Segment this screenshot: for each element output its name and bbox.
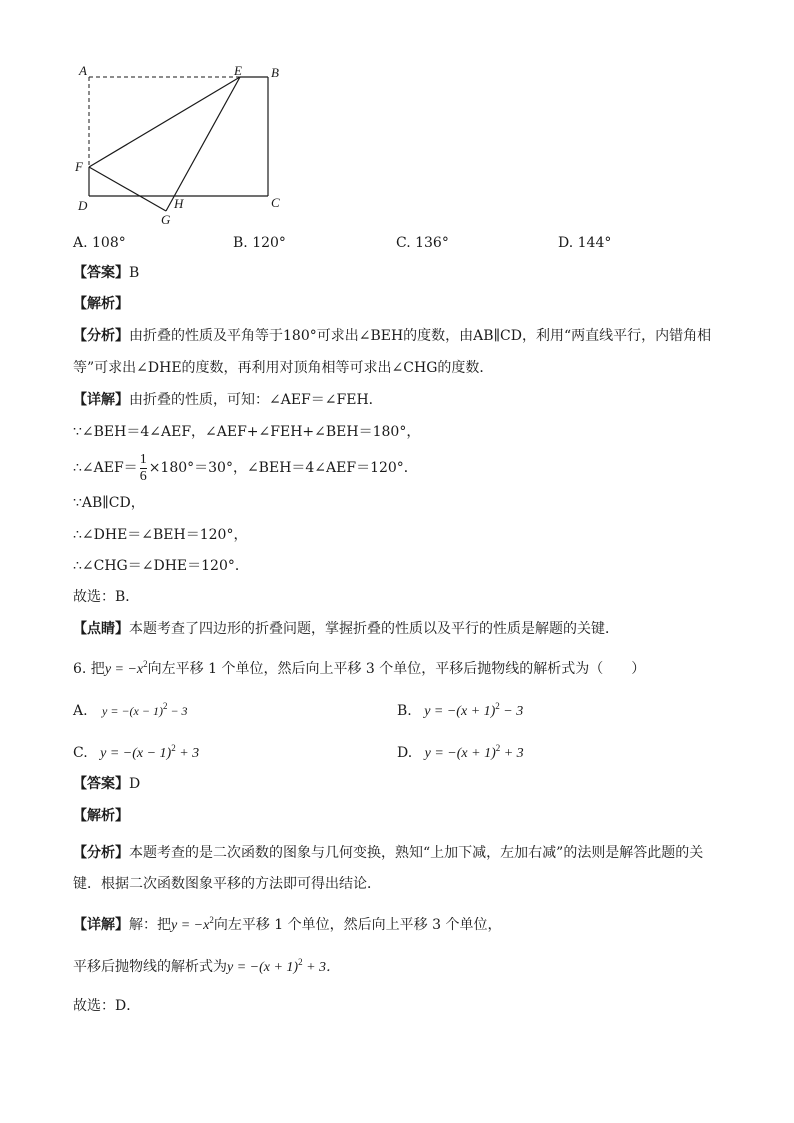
dianjing-text: 本题考查了四边形的折叠问题，掌握折叠的性质以及平行的性质是解题的关键． bbox=[129, 621, 619, 637]
label-C: C bbox=[271, 195, 280, 210]
option-b-tail: − 3 bbox=[499, 704, 524, 719]
xiangjie-text: 由折叠的性质，可知：∠AEF＝∠FEH． bbox=[129, 392, 383, 408]
q6-answer bbox=[73, 774, 140, 794]
q5-analysis-heading bbox=[73, 294, 129, 314]
result-exp: 2 bbox=[298, 957, 303, 967]
option-d-expr bbox=[424, 743, 524, 761]
label-E: E bbox=[234, 63, 242, 78]
option-b-exp: 2 bbox=[495, 701, 500, 711]
option-d-tail: + 3 bbox=[500, 746, 524, 761]
step3-post: ×180°＝30°，∠BEH＝4∠AEF＝120°． bbox=[148, 460, 418, 476]
q5-option-b: B. 120° bbox=[233, 235, 286, 251]
q6-xiangjie bbox=[73, 910, 501, 936]
q5-option-c: C. 136° bbox=[396, 235, 449, 251]
geometry-figure bbox=[70, 60, 300, 232]
segment-EG bbox=[166, 77, 240, 211]
label-H: H bbox=[174, 196, 184, 211]
xiangjie-func-text: y = −x bbox=[171, 918, 210, 933]
option-c-expr bbox=[100, 743, 200, 761]
xiangjie-post: 向左平移 1 个单位，然后向上平移 3 个单位， bbox=[213, 917, 502, 933]
option-b-expr bbox=[424, 701, 524, 719]
q6-fenxi-line2: 键．根据二次函数图象平移的方法即可得出结论． bbox=[73, 876, 381, 892]
q5-step-3 bbox=[73, 450, 418, 486]
segment-FG bbox=[89, 167, 166, 211]
q6-option-d bbox=[397, 738, 524, 764]
answer-tag: 【答案】 bbox=[73, 265, 129, 281]
q5-step-4: ∵AB∥CD， bbox=[73, 495, 145, 511]
step3-pre: ∴∠AEF＝ bbox=[73, 460, 138, 476]
q6-stem-func bbox=[104, 659, 148, 677]
option-d-label: D. bbox=[397, 745, 413, 761]
q5-xiangjie-line1 bbox=[73, 390, 383, 410]
q6-stem bbox=[73, 654, 645, 680]
option-b-label: B. bbox=[397, 703, 412, 719]
option-c-label: C. bbox=[73, 745, 88, 761]
fenxi-text: 本题考查的是二次函数的图象与几何变换，熟知“上加下减，左加右减”的法则是解答此题的关 bbox=[129, 845, 704, 861]
result-expr bbox=[227, 957, 341, 975]
option-d-main: y = −(x + 1) bbox=[424, 746, 496, 761]
q6-func-exp: 2 bbox=[143, 659, 148, 669]
q5-step-5: ∴∠DHE＝∠BEH＝120°， bbox=[73, 527, 248, 543]
q5-option-a: A. 108° bbox=[73, 235, 126, 251]
label-A: A bbox=[79, 63, 87, 78]
xiangjie-pre: 解：把 bbox=[129, 917, 171, 933]
result-tail: + 3． bbox=[302, 960, 341, 975]
xiangjie-tag: 【详解】 bbox=[73, 392, 129, 408]
result-main: y = −(x + 1) bbox=[227, 960, 299, 975]
q5-conclusion: 故选：B． bbox=[73, 589, 140, 605]
fenxi-tag: 【分析】 bbox=[73, 328, 129, 344]
option-a-expr bbox=[102, 701, 188, 718]
label-F: F bbox=[75, 159, 83, 174]
label-G: G bbox=[161, 212, 171, 227]
option-a-main: y = −(x − 1) bbox=[102, 704, 163, 718]
segment-FE bbox=[89, 77, 240, 167]
fraction-denominator: 6 bbox=[139, 468, 147, 484]
q6-stem-post: 向左平移 1 个单位，然后向上平移 3 个单位，平移后抛物线的解析式为（ ） bbox=[147, 661, 646, 677]
fraction-numerator: 1 bbox=[139, 451, 147, 467]
answer-tag: 【答案】 bbox=[73, 776, 129, 792]
q6-conclusion: 故选：D． bbox=[73, 998, 141, 1014]
q5-step-2: ∵∠BEH＝4∠AEF，∠AEF+∠FEH+∠BEH＝180°， bbox=[73, 424, 421, 440]
xiangjie-tag: 【详解】 bbox=[73, 917, 129, 933]
analysis-tag: 【解析】 bbox=[73, 808, 129, 824]
q6-analysis-heading bbox=[73, 806, 129, 826]
q6-stem-pre: 6. 把 bbox=[73, 661, 105, 677]
dianjing-tag: 【点睛】 bbox=[73, 621, 129, 637]
q6-func-text: y = −x bbox=[104, 662, 144, 677]
q5-fenxi-line2: 等”可求出∠DHE的度数，再利用对顶角相等可求出∠CHG的度数． bbox=[73, 360, 494, 376]
q6-option-b bbox=[397, 696, 523, 722]
fenxi-tag: 【分析】 bbox=[73, 845, 129, 861]
q6-option-c bbox=[73, 738, 199, 764]
label-D: D bbox=[78, 198, 88, 213]
option-a-exp: 2 bbox=[162, 701, 168, 711]
xiangjie-func bbox=[171, 915, 214, 933]
option-c-main: y = −(x − 1) bbox=[100, 746, 172, 761]
option-b-main: y = −(x + 1) bbox=[424, 704, 496, 719]
q5-dianjing bbox=[73, 619, 619, 639]
answer-value: D bbox=[129, 776, 141, 792]
option-c-exp: 2 bbox=[171, 743, 176, 753]
xiangjie-func-exp: 2 bbox=[209, 915, 214, 925]
q5-fenxi-line1 bbox=[73, 326, 711, 346]
option-d-exp: 2 bbox=[495, 743, 501, 753]
result-pre: 平移后抛物线的解析式为 bbox=[73, 959, 227, 975]
option-a-label: A. bbox=[73, 703, 88, 719]
q5-step-6: ∴∠CHG＝∠DHE＝120°． bbox=[73, 558, 249, 574]
analysis-tag: 【解析】 bbox=[73, 296, 129, 312]
option-a-tail: − 3 bbox=[167, 704, 188, 718]
label-B: B bbox=[271, 65, 279, 80]
fenxi-text: 由折叠的性质及平角等于180°可求出∠BEH的度数，由AB∥CD，利用“两直线平行，内错角相 bbox=[129, 328, 712, 344]
q6-result bbox=[73, 952, 340, 978]
answer-value: B bbox=[129, 265, 140, 281]
q6-option-a bbox=[73, 696, 188, 721]
q5-answer bbox=[73, 263, 139, 283]
fraction-one-sixth bbox=[140, 452, 147, 485]
q5-option-d: D. 144° bbox=[558, 235, 612, 251]
option-c-tail: + 3 bbox=[175, 746, 200, 761]
q6-fenxi-line1 bbox=[73, 843, 703, 863]
